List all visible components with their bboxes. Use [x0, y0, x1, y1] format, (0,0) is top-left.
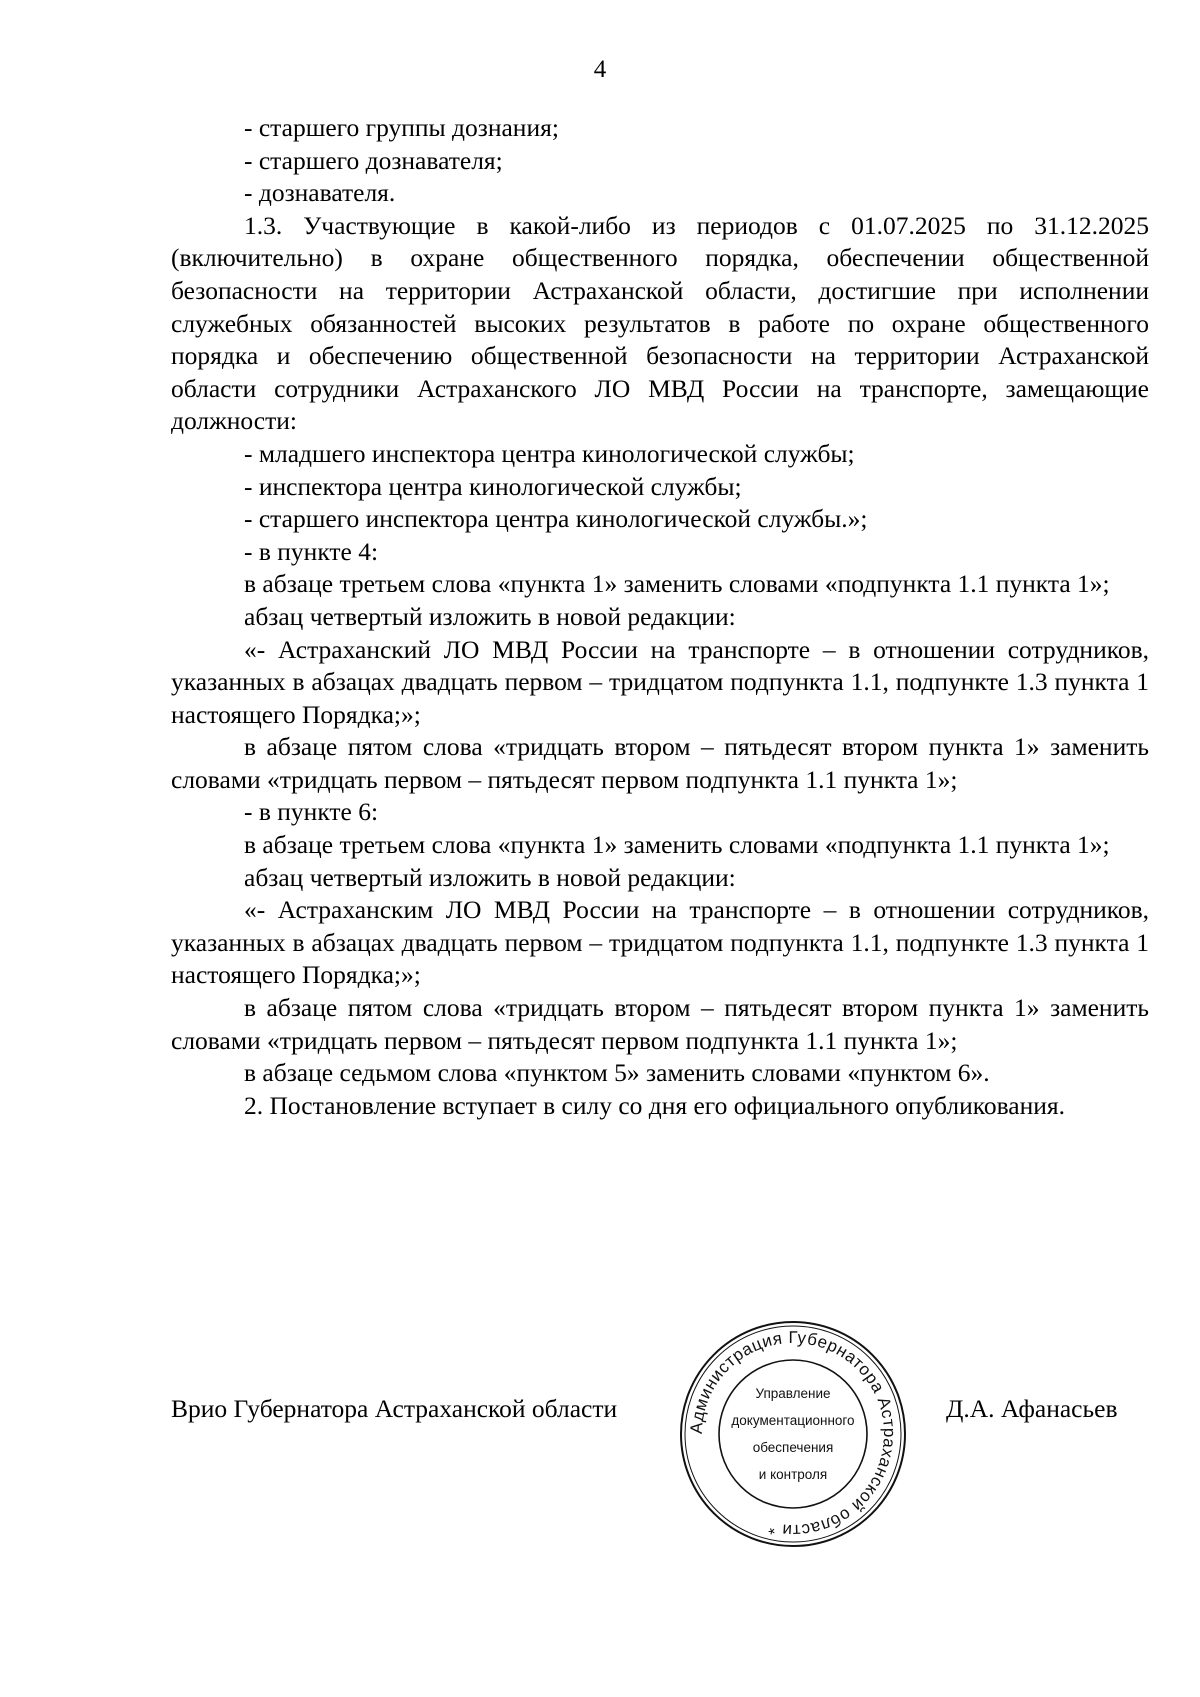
document-body [171, 112, 1149, 1122]
paragraph: - старшего инспектора центра кинологической службы.»; [244, 504, 868, 534]
paragraph: в абзаце седьмом слова «пунктом 5» заменить словами «пунктом 6». [244, 1058, 990, 1088]
paragraph: 2. Постановление вступает в силу со дня его официального опубликования. [244, 1090, 1065, 1120]
paragraph: в абзаце пятом слова «тридцать втором – пятьдесят втором пункта 1» заменить словами «тридцать первом – пятьдесят первом подпункта 1.1 пункта 1»; [171, 993, 1149, 1055]
paragraph: абзац четвертый изложить в новой редакции: [244, 601, 736, 631]
paragraph: в абзаце пятом слова «тридцать втором – пятьдесят втором пункта 1» заменить словами «тридцать первом – пятьдесят первом подпункта 1.1 пункта 1»; [171, 732, 1149, 794]
paragraph: - в пункте 6: [244, 797, 379, 827]
paragraph: в абзаце третьем слова «пункта 1» заменить словами «подпункта 1.1 пункта 1»; [244, 830, 1110, 860]
paragraph: - младшего инспектора центра кинологической службы; [244, 438, 855, 468]
page-number: 4 [593, 56, 607, 83]
official-stamp [678, 1319, 908, 1549]
stamp-line: обеспечения [752, 1440, 834, 1455]
stamp-ring-text: Администрация Губернатора Астраханской области * [686, 1327, 900, 1541]
paragraph: «- Астраханский ЛО МВД России на транспорте – в отношении сотрудников, указанных в абзацах двадцать первом – тридцатом подпункта 1.1, подпункте 1.3 пункта 1 настоящего Порядка;»; [171, 634, 1149, 729]
paragraph: «- Астраханским ЛО МВД России на транспорте – в отношении сотрудников, указанных в абзацах двадцать первом – тридцатом подпункта 1.1, подпункте 1.3 пункта 1 настоящего Порядка;»; [171, 895, 1149, 990]
stamp-center-text [678, 1319, 908, 1549]
stamp-line: документационного [731, 1413, 855, 1428]
signatory-name: Д.А. Афанасьев [946, 1394, 1118, 1423]
signatory-position: Врио Губернатора Астраханской области [171, 1394, 618, 1423]
stamp-line: Управление [755, 1386, 831, 1401]
paragraph: - инспектора центра кинологической службы; [244, 471, 742, 501]
stamp-line: и контроля [758, 1467, 828, 1482]
paragraph: в абзаце третьем слова «пункта 1» заменить словами «подпункта 1.1 пункта 1»; [244, 569, 1110, 599]
paragraph: - старшего группы дознания; [244, 113, 559, 142]
paragraph: 1.3. Участвующие в какой-либо из периодов с 01.07.2025 по 31.12.2025 (включительно) в охране общественного порядка, обеспечении общественной безопасности на территории Астраханской области, достигшие при исполнении служебных обязанностей высоких результатов в работе по охране общественного порядка и обеспечению общественной безопасности на территории Астраханской области сотрудники Астраханского ЛО МВД России на транспорте, замещающие должности: [171, 210, 1149, 436]
paragraph: - старшего дознавателя; [244, 145, 503, 175]
paragraph: - в пункте 4: [244, 536, 379, 566]
paragraph: - дознавателя. [244, 178, 396, 208]
paragraph: абзац четвертый изложить в новой редакции: [244, 862, 736, 892]
